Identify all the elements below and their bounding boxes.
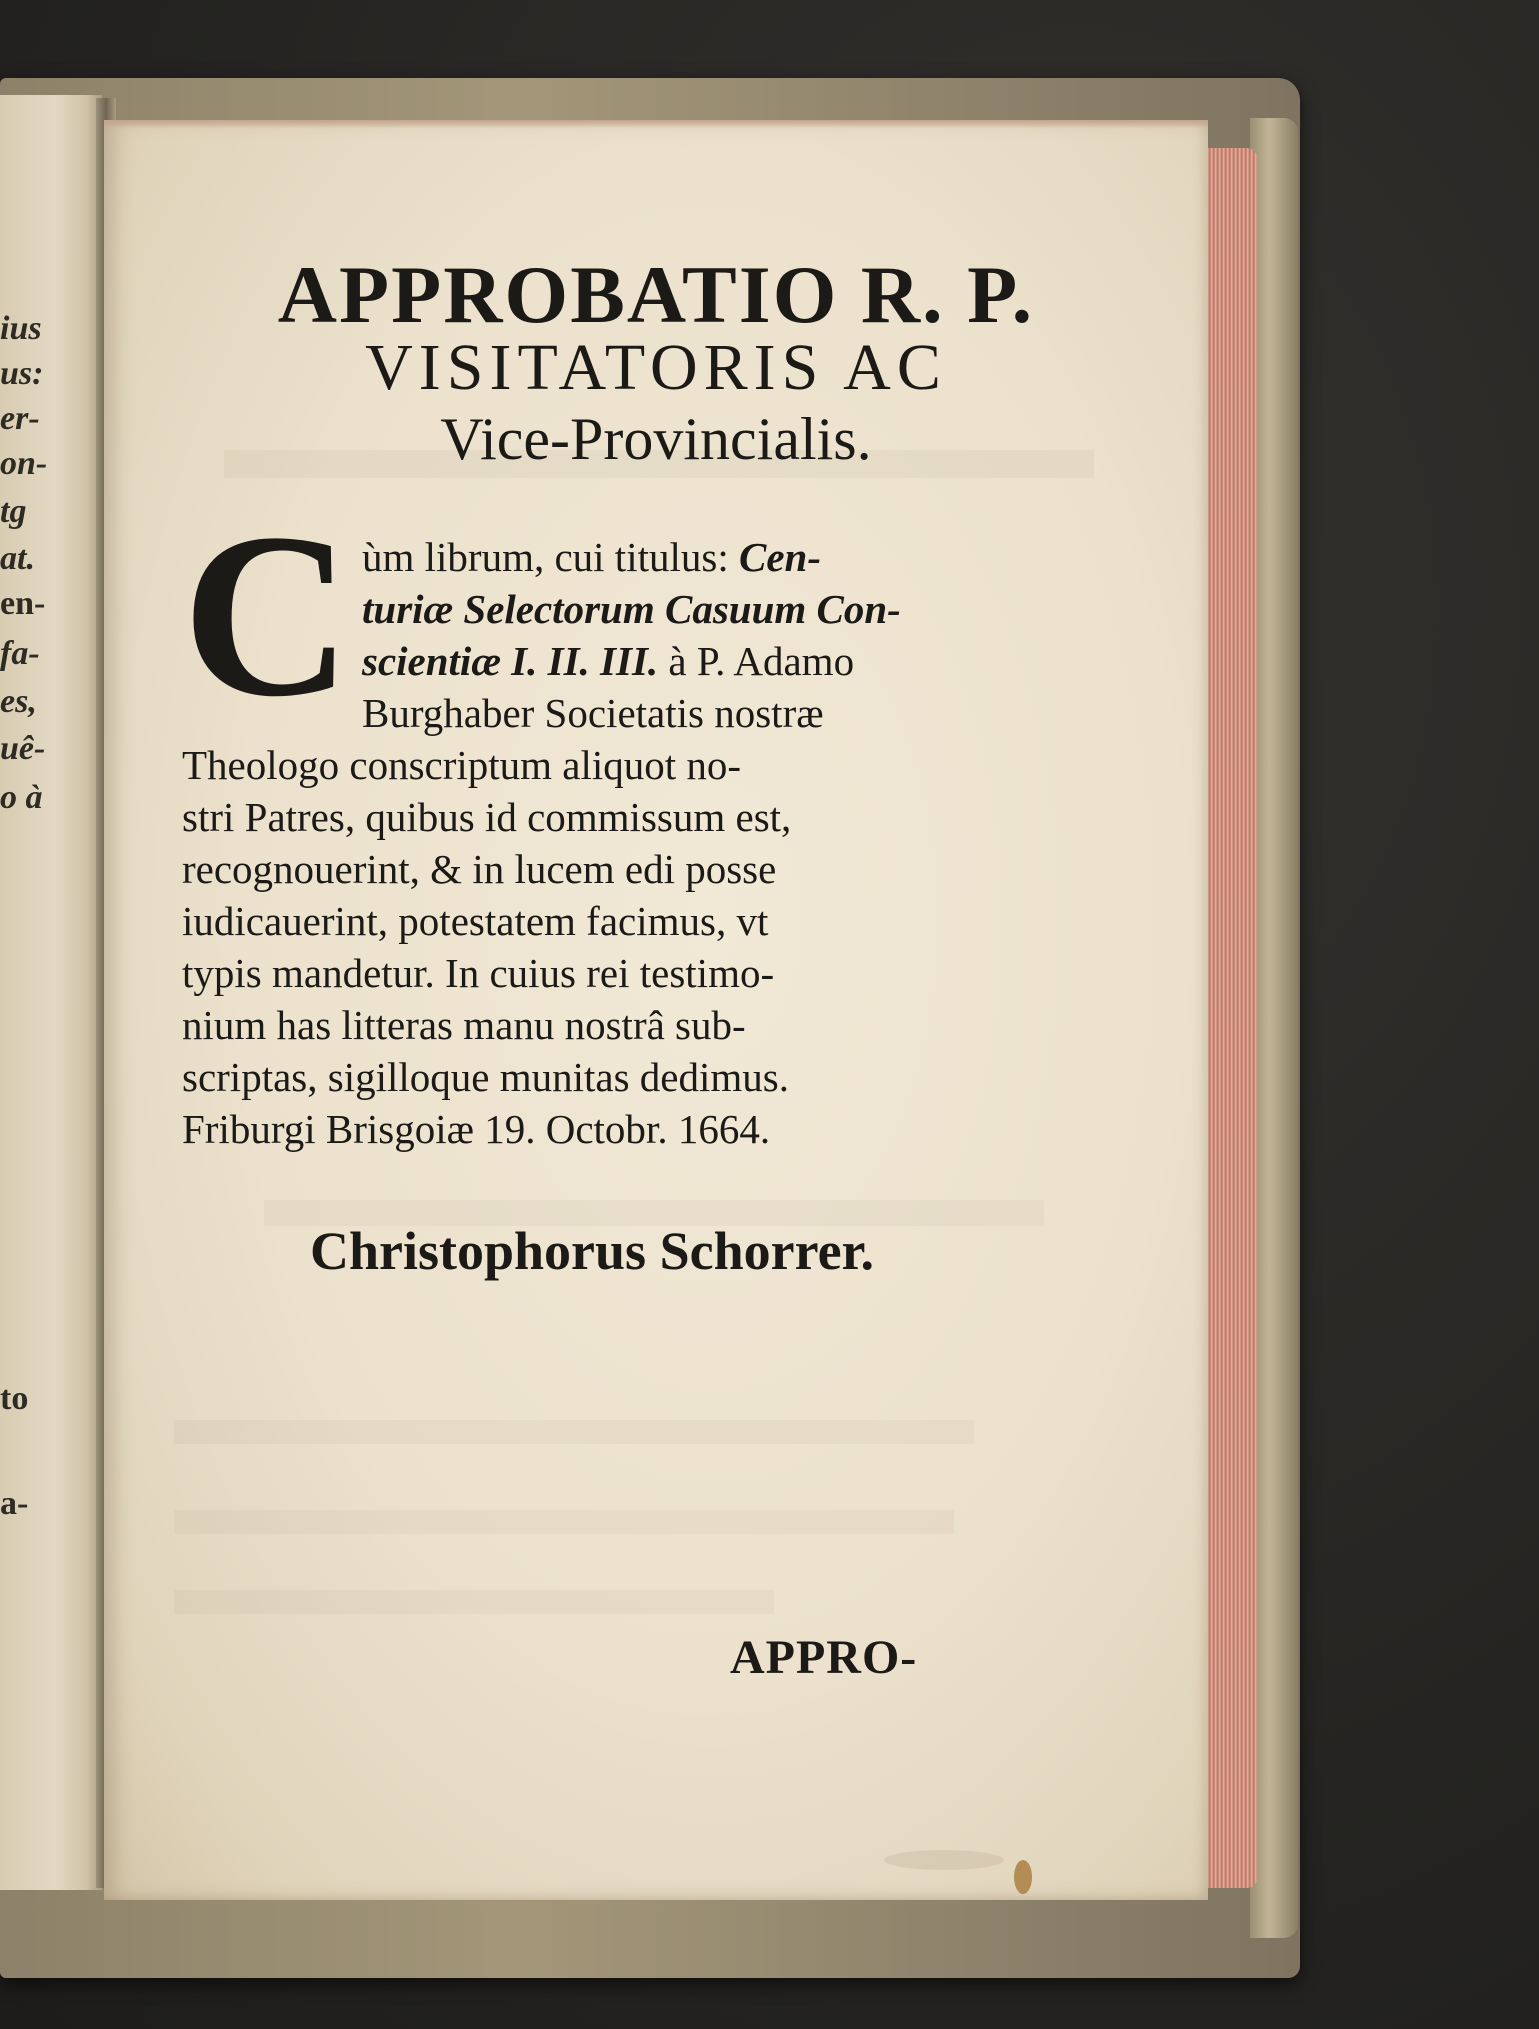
ink-stain: [1014, 1860, 1032, 1894]
body-text-line: iudicauerint, potestatem facimus, vt: [182, 898, 769, 944]
body-text-line: [362, 532, 821, 582]
paper-smudge: [884, 1850, 1004, 1870]
catchword: APPRO-: [730, 1631, 918, 1684]
cover-edge: [1250, 118, 1298, 1938]
margin-fragment: fa-: [0, 635, 40, 672]
signature-name: Christophorus Schorrer.: [310, 1221, 875, 1281]
body-text-line: Burghaber Societatis nostræ: [362, 690, 824, 736]
left-page: [0, 95, 102, 1890]
page-edges: [1205, 148, 1257, 1888]
body-text-line: Theologo conscriptum aliquot no-: [182, 742, 742, 788]
margin-fragment: er-: [0, 400, 40, 437]
body-text-line: [362, 636, 854, 686]
margin-fragment: en-: [0, 585, 46, 622]
body-text-italic: Cen-: [738, 534, 821, 580]
body-text-roman: ùm librum, cui titulus:: [362, 534, 729, 580]
margin-fragment: at.: [0, 540, 35, 577]
body-text-line: scriptas, sigilloque munitas dedimus.: [182, 1054, 789, 1100]
margin-fragment: tg: [0, 493, 27, 530]
margin-fragment: ius: [0, 310, 42, 347]
margin-fragment: to: [0, 1380, 29, 1417]
margin-fragment: uê-: [0, 730, 46, 767]
show-through-texture: [174, 1510, 954, 1534]
body-text-line: nium has litteras manu nostrâ sub-: [182, 1002, 746, 1048]
body-text-line: Friburgi Brisgoiæ 19. Octobr. 1664.: [182, 1106, 771, 1152]
margin-fragment: us:: [0, 355, 44, 392]
body-text-line: recognouerint, & in lucem edi posse: [182, 846, 777, 892]
body-text-line: stri Patres, quibus id commissum est,: [182, 794, 792, 840]
show-through-texture: [174, 1420, 974, 1444]
body-text-italic: scientiæ I. II. III.: [362, 638, 659, 684]
body-text-roman: à P. Adamo: [668, 638, 855, 684]
page-title-line-1: APPROBATIO R. P.: [277, 249, 1035, 340]
page-top-edge: [104, 120, 1208, 128]
page-title-line-3: Vice-Provincialis.: [440, 406, 872, 472]
show-through-texture: [174, 1590, 774, 1614]
page-title-line-2: VISITATORIS AC: [365, 331, 947, 404]
margin-fragment: a-: [0, 1485, 29, 1522]
body-text-line: turiæ Selectorum Casuum Con-: [362, 586, 901, 632]
margin-fragment: o à: [0, 779, 43, 816]
margin-fragment: es,: [0, 683, 37, 720]
drop-cap-initial: C: [182, 485, 352, 745]
body-text-line: typis mandetur. In cuius rei testimo-: [182, 950, 775, 996]
margin-fragment: on-: [0, 445, 48, 482]
